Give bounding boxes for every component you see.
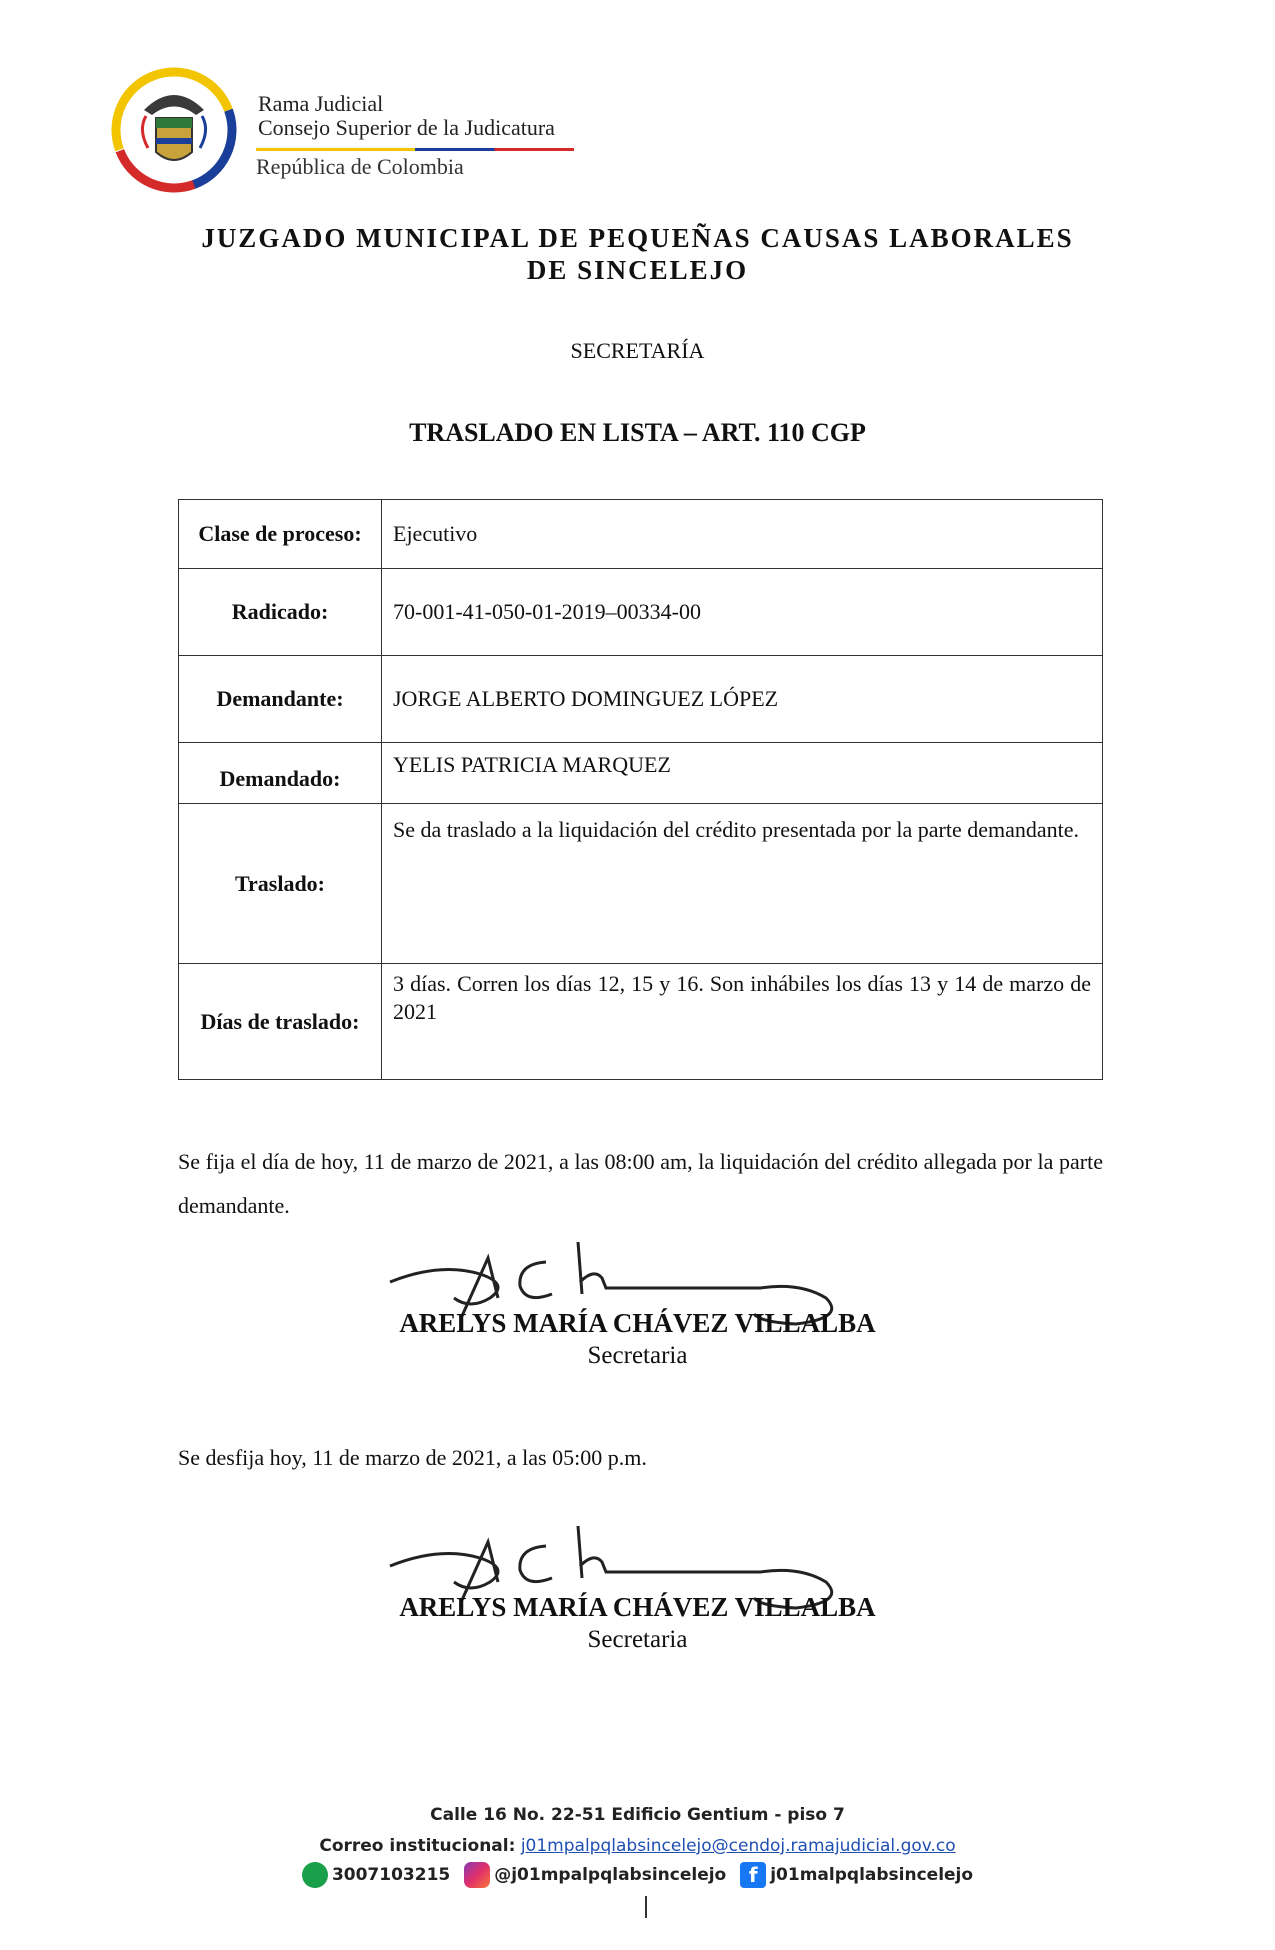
facebook-contact[interactable] (740, 1862, 973, 1888)
brand-text (258, 92, 555, 140)
court-title-line2: DE SINCELEJO (526, 255, 749, 285)
row-label: Radicado: (179, 569, 382, 656)
row-label: Traslado: (179, 804, 382, 964)
email-link[interactable]: j01mpalpqlabsincelejo@cendoj.ramajudicial.gov.co (520, 1836, 956, 1856)
brand-country: República de Colombia (256, 154, 464, 179)
table-row (179, 656, 1103, 743)
row-label: Demandante: (179, 656, 382, 743)
row-label: Clase de proceso: (179, 500, 382, 569)
document-title: TRASLADO EN LISTA – ART. 110 CGP (409, 418, 866, 447)
footer-address (0, 1805, 1275, 1825)
table-row (179, 804, 1103, 964)
email-label: Correo institucional: (319, 1836, 516, 1856)
table-row (179, 964, 1103, 1080)
row-value: 70-001-41-050-01-2019–00334-00 (382, 569, 1103, 656)
row-value: Ejecutivo (382, 500, 1103, 569)
table-row (179, 569, 1103, 656)
table-row (179, 743, 1103, 804)
facebook-handle: j01malpqlabsincelejo (770, 1865, 974, 1885)
whatsapp-contact[interactable] (302, 1862, 450, 1888)
row-value: 3 días. Corren los días 12, 15 y 16. Son inhábiles los días 13 y 14 de marzo de 2021 (382, 964, 1103, 1080)
address-text: Calle 16 No. 22-51 Edificio Gentium - piso 7 (430, 1805, 845, 1825)
signer-role: Secretaria (587, 1342, 688, 1369)
row-value: JORGE ALBERTO DOMINGUEZ LÓPEZ (382, 656, 1103, 743)
row-value: Se da traslado a la liquidación del crédito presentada por la parte demandante. (382, 804, 1103, 964)
fijacion-paragraph: Se fija el día de hoy, 11 de marzo de 2021, a las 08:00 am, la liquidación del crédito allegada por la parte demandante. (178, 1149, 1103, 1218)
section-heading: SECRETARÍA (570, 338, 705, 363)
text-cursor (645, 1896, 647, 1918)
court-title-line1: JUZGADO MUNICIPAL DE PEQUEÑAS CAUSAS LABORALES (201, 223, 1074, 253)
instagram-contact[interactable] (464, 1862, 726, 1888)
row-value: YELIS PATRICIA MARQUEZ (382, 743, 1103, 804)
instagram-handle: @j01mpalpqlabsincelejo (494, 1865, 727, 1885)
brand-name: Rama Judicial (258, 91, 384, 116)
table-row (179, 500, 1103, 569)
signer-role: Secretaria (587, 1626, 688, 1653)
footer-social (0, 1862, 1275, 1888)
brand-tricolor-rule (256, 148, 574, 151)
whatsapp-number: 3007103215 (331, 1865, 451, 1885)
whatsapp-icon (302, 1862, 328, 1888)
rama-judicial-logo (104, 60, 244, 200)
signer-name: ARELYS MARÍA CHÁVEZ VILLALBA (399, 1308, 876, 1338)
row-label: Días de traslado: (179, 964, 382, 1080)
instagram-icon (464, 1862, 490, 1888)
brand-council: Consejo Superior de la Judicatura (258, 115, 555, 140)
footer-email-line (0, 1836, 1275, 1856)
row-label: Demandado: (179, 743, 382, 804)
case-info-table (178, 499, 1103, 1080)
court-title (0, 222, 1275, 286)
signer-name: ARELYS MARÍA CHÁVEZ VILLALBA (399, 1592, 876, 1622)
facebook-icon: f (740, 1862, 766, 1888)
desfijacion-paragraph: Se desfija hoy, 11 de marzo de 2021, a las 05:00 p.m. (178, 1445, 647, 1470)
